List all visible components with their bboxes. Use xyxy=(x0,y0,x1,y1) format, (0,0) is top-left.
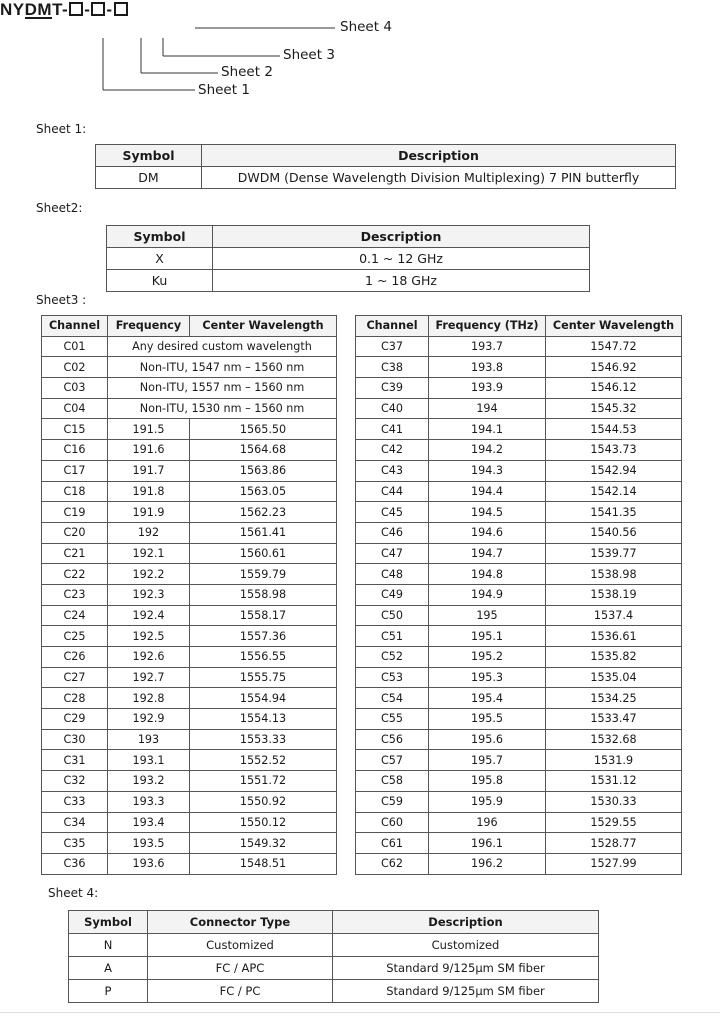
table-cell: N xyxy=(69,934,148,957)
table-row xyxy=(42,791,337,812)
table-cell: 192.3 xyxy=(108,584,190,605)
table-cell: C40 xyxy=(356,398,429,419)
table-row xyxy=(42,688,337,709)
table-cell: C20 xyxy=(42,522,108,543)
table-cell: X xyxy=(107,248,213,270)
table-cell: 195.9 xyxy=(429,791,546,812)
table-cell: 1556.55 xyxy=(190,647,337,668)
table-cell: Customized xyxy=(333,934,599,957)
table-cell: 193.6 xyxy=(108,853,190,874)
table-row xyxy=(42,502,337,523)
table-header-row xyxy=(42,316,337,337)
table-cell: 191.8 xyxy=(108,481,190,502)
part-number-separator: - xyxy=(106,0,113,19)
table-cell: C49 xyxy=(356,584,429,605)
table-cell: 192.7 xyxy=(108,667,190,688)
table-cell: 196.2 xyxy=(429,853,546,874)
column-header: Description xyxy=(202,145,676,167)
table-cell: C15 xyxy=(42,419,108,440)
table-cell: C35 xyxy=(42,833,108,854)
table-cell: P xyxy=(69,980,148,1003)
table-cell: C27 xyxy=(42,667,108,688)
table-cell: Non-ITU, 1530 nm – 1560 nm xyxy=(108,398,337,419)
table-cell: 1538.19 xyxy=(546,584,682,605)
table-cell: 194.7 xyxy=(429,543,546,564)
table-row xyxy=(356,688,682,709)
table-cell: 1555.75 xyxy=(190,667,337,688)
table-cell: C22 xyxy=(42,564,108,585)
column-header: Symbol xyxy=(107,226,213,248)
part-number-prefix-rest: T- xyxy=(52,0,69,19)
table-cell: C47 xyxy=(356,543,429,564)
table-cell: C59 xyxy=(356,791,429,812)
table-cell: C52 xyxy=(356,647,429,668)
callout-lines xyxy=(0,0,720,110)
table-cell: 1544.53 xyxy=(546,419,682,440)
table-header-row xyxy=(69,911,599,934)
column-header: Symbol xyxy=(96,145,202,167)
table-row xyxy=(356,502,682,523)
table-cell: DM xyxy=(96,167,202,189)
table-cell: 1558.17 xyxy=(190,605,337,626)
table-cell: Standard 9/125μm SM fiber xyxy=(333,957,599,980)
table-cell: C34 xyxy=(42,812,108,833)
table-cell: 195.1 xyxy=(429,626,546,647)
table-cell: 1527.99 xyxy=(546,853,682,874)
table-cell: C60 xyxy=(356,812,429,833)
table-cell: 193.4 xyxy=(108,812,190,833)
table-cell: 195.4 xyxy=(429,688,546,709)
sheet1-label: Sheet 1: xyxy=(36,122,87,136)
table-cell: C25 xyxy=(42,626,108,647)
table-cell: 1558.98 xyxy=(190,584,337,605)
table-row xyxy=(42,357,337,378)
table-header-row xyxy=(356,316,682,337)
table-cell: FC / APC xyxy=(148,957,333,980)
table-cell: C01 xyxy=(42,336,108,357)
table-row xyxy=(356,481,682,502)
table-cell: Standard 9/125μm SM fiber xyxy=(333,980,599,1003)
table-cell: 1560.61 xyxy=(190,543,337,564)
table-cell: A xyxy=(69,957,148,980)
table-cell: C38 xyxy=(356,357,429,378)
table-cell: 1536.61 xyxy=(546,626,682,647)
table-cell: 1551.72 xyxy=(190,771,337,792)
table-row xyxy=(42,460,337,481)
table-cell: 194.1 xyxy=(429,419,546,440)
sheet4-label: Sheet 4: xyxy=(48,886,99,900)
table-cell: 193.8 xyxy=(429,357,546,378)
table-row xyxy=(356,584,682,605)
table-cell: C62 xyxy=(356,853,429,874)
table-cell: 196 xyxy=(429,812,546,833)
table-row xyxy=(356,626,682,647)
table-cell: 193.1 xyxy=(108,750,190,771)
table-cell: 1528.77 xyxy=(546,833,682,854)
table-row xyxy=(356,440,682,461)
callout-sheet2: Sheet 2 xyxy=(221,64,273,80)
table-row xyxy=(42,626,337,647)
table-row xyxy=(42,543,337,564)
table-cell: 194.8 xyxy=(429,564,546,585)
callout-sheet3: Sheet 3 xyxy=(283,47,335,63)
table-cell: 191.9 xyxy=(108,502,190,523)
table-cell: 191.7 xyxy=(108,460,190,481)
column-header: Center Wavelength xyxy=(546,316,682,337)
page-bottom-divider xyxy=(0,1012,720,1013)
table-cell: Non-ITU, 1557 nm – 1560 nm xyxy=(108,378,337,399)
table-cell: 1553.33 xyxy=(190,729,337,750)
part-number-prefix-NY: NY xyxy=(0,0,25,19)
column-header: Channel xyxy=(356,316,429,337)
table-cell: C28 xyxy=(42,688,108,709)
table-cell: 1535.04 xyxy=(546,667,682,688)
table-cell: Ku xyxy=(107,270,213,292)
sheet2-table xyxy=(106,225,590,292)
table-cell: C16 xyxy=(42,440,108,461)
table-row xyxy=(42,481,337,502)
table-cell: 193.9 xyxy=(429,378,546,399)
table-cell: C56 xyxy=(356,729,429,750)
table-cell: 195 xyxy=(429,605,546,626)
table-cell: C17 xyxy=(42,460,108,481)
table-cell: C43 xyxy=(356,460,429,481)
table-cell: C23 xyxy=(42,584,108,605)
table-cell: C55 xyxy=(356,709,429,730)
table-cell: 1546.92 xyxy=(546,357,682,378)
callout-sheet4: Sheet 4 xyxy=(340,19,392,35)
table-cell: 1564.68 xyxy=(190,440,337,461)
table-cell: C44 xyxy=(356,481,429,502)
table-cell: 192.2 xyxy=(108,564,190,585)
table-cell: 1565.50 xyxy=(190,419,337,440)
table-cell: C26 xyxy=(42,647,108,668)
column-header: Frequency (THz) xyxy=(429,316,546,337)
table-cell: 192.5 xyxy=(108,626,190,647)
table-row xyxy=(356,667,682,688)
table-row xyxy=(356,750,682,771)
table-cell: 1545.32 xyxy=(546,398,682,419)
table-row xyxy=(42,667,337,688)
table-header-row xyxy=(107,226,590,248)
table-cell: 1535.82 xyxy=(546,647,682,668)
table-cell: 192.9 xyxy=(108,709,190,730)
table-row xyxy=(42,812,337,833)
table-cell: 192.8 xyxy=(108,688,190,709)
table-row xyxy=(356,460,682,481)
table-cell: C46 xyxy=(356,522,429,543)
table-cell: 193.5 xyxy=(108,833,190,854)
table-row xyxy=(356,791,682,812)
table-row xyxy=(69,957,599,980)
table-row xyxy=(356,398,682,419)
table-cell: 194 xyxy=(429,398,546,419)
sheet3-right-table xyxy=(355,315,682,875)
table-cell: C18 xyxy=(42,481,108,502)
table-row xyxy=(42,709,337,730)
table-row xyxy=(42,605,337,626)
table-cell: C57 xyxy=(356,750,429,771)
table-cell: 1552.52 xyxy=(190,750,337,771)
table-cell: Customized xyxy=(148,934,333,957)
table-cell: 1531.12 xyxy=(546,771,682,792)
table-row xyxy=(356,543,682,564)
table-cell: 1530.33 xyxy=(546,791,682,812)
table-cell: C24 xyxy=(42,605,108,626)
sheet3-label: Sheet3 : xyxy=(36,293,87,307)
table-cell: 192.6 xyxy=(108,647,190,668)
table-cell: 194.5 xyxy=(429,502,546,523)
table-row xyxy=(356,729,682,750)
column-header: Frequency xyxy=(108,316,190,337)
table-cell: 1539.77 xyxy=(546,543,682,564)
table-cell: C50 xyxy=(356,605,429,626)
table-cell: 1542.94 xyxy=(546,460,682,481)
table-cell: 194.4 xyxy=(429,481,546,502)
table-row xyxy=(356,812,682,833)
table-row xyxy=(356,336,682,357)
table-cell: FC / PC xyxy=(148,980,333,1003)
table-cell: C41 xyxy=(356,419,429,440)
table-cell: C54 xyxy=(356,688,429,709)
table-cell: 195.5 xyxy=(429,709,546,730)
table-row xyxy=(356,357,682,378)
table-row xyxy=(42,647,337,668)
table-cell: 192.4 xyxy=(108,605,190,626)
table-row xyxy=(356,853,682,874)
table-cell: C31 xyxy=(42,750,108,771)
table-cell: 1531.9 xyxy=(546,750,682,771)
table-cell: 1537.4 xyxy=(546,605,682,626)
table-cell: 195.2 xyxy=(429,647,546,668)
table-row xyxy=(42,440,337,461)
table-cell: 193 xyxy=(108,729,190,750)
table-row xyxy=(42,729,337,750)
table-row xyxy=(69,934,599,957)
table-cell: 195.8 xyxy=(429,771,546,792)
table-cell: 1 ~ 18 GHz xyxy=(213,270,590,292)
table-row xyxy=(42,771,337,792)
table-cell: C42 xyxy=(356,440,429,461)
table-cell: C29 xyxy=(42,709,108,730)
table-cell: 1563.05 xyxy=(190,481,337,502)
table-cell: 1550.12 xyxy=(190,812,337,833)
table-cell: Any desired custom wavelength xyxy=(108,336,337,357)
table-cell: 1548.51 xyxy=(190,853,337,874)
table-cell: 195.7 xyxy=(429,750,546,771)
table-row xyxy=(42,398,337,419)
column-header: Channel xyxy=(42,316,108,337)
table-cell: C61 xyxy=(356,833,429,854)
table-row xyxy=(356,709,682,730)
table-cell: C36 xyxy=(42,853,108,874)
table-row xyxy=(356,419,682,440)
table-row xyxy=(42,522,337,543)
table-cell: 1554.94 xyxy=(190,688,337,709)
table-cell: 1547.72 xyxy=(546,336,682,357)
sheet2-label: Sheet2: xyxy=(36,201,83,215)
table-cell: 1563.86 xyxy=(190,460,337,481)
table-cell: 1559.79 xyxy=(190,564,337,585)
table-cell: C39 xyxy=(356,378,429,399)
table-row xyxy=(69,980,599,1003)
table-row xyxy=(356,771,682,792)
table-cell: 192 xyxy=(108,522,190,543)
table-row xyxy=(42,419,337,440)
table-cell: 1554.13 xyxy=(190,709,337,730)
table-cell: 1549.32 xyxy=(190,833,337,854)
table-cell: C32 xyxy=(42,771,108,792)
table-cell: 1543.73 xyxy=(546,440,682,461)
table-cell: 1529.55 xyxy=(546,812,682,833)
column-header: Description xyxy=(333,911,599,934)
table-row xyxy=(42,584,337,605)
table-cell: 1561.41 xyxy=(190,522,337,543)
table-cell: 1538.98 xyxy=(546,564,682,585)
table-cell: 194.9 xyxy=(429,584,546,605)
table-cell: 1546.12 xyxy=(546,378,682,399)
table-cell: 191.6 xyxy=(108,440,190,461)
table-row xyxy=(42,564,337,585)
table-cell: C19 xyxy=(42,502,108,523)
table-cell: 1562.23 xyxy=(190,502,337,523)
part-number-separator: - xyxy=(84,0,91,19)
table-cell: C58 xyxy=(356,771,429,792)
table-cell: C37 xyxy=(356,336,429,357)
table-cell: 193.2 xyxy=(108,771,190,792)
table-row xyxy=(107,270,590,292)
table-cell: C45 xyxy=(356,502,429,523)
table-cell: 1541.35 xyxy=(546,502,682,523)
table-cell: 193.3 xyxy=(108,791,190,812)
table-cell: C21 xyxy=(42,543,108,564)
table-cell: C30 xyxy=(42,729,108,750)
table-row xyxy=(356,647,682,668)
table-cell: Non-ITU, 1547 nm – 1560 nm xyxy=(108,357,337,378)
table-cell: 1540.56 xyxy=(546,522,682,543)
table-row xyxy=(42,750,337,771)
table-header-row xyxy=(96,145,676,167)
column-header: Symbol xyxy=(69,911,148,934)
table-cell: 195.3 xyxy=(429,667,546,688)
table-cell: 191.5 xyxy=(108,419,190,440)
table-cell: 1534.25 xyxy=(546,688,682,709)
table-cell: 0.1 ~ 12 GHz xyxy=(213,248,590,270)
sheet1-table xyxy=(95,144,676,189)
table-row xyxy=(42,378,337,399)
column-header: Description xyxy=(213,226,590,248)
sheet4-table xyxy=(68,910,599,1003)
table-cell: C53 xyxy=(356,667,429,688)
table-cell: 1557.36 xyxy=(190,626,337,647)
part-number-sheet1-code: DM xyxy=(24,0,53,19)
table-row xyxy=(356,522,682,543)
column-header: Connector Type xyxy=(148,911,333,934)
table-row xyxy=(356,605,682,626)
table-cell: 195.6 xyxy=(429,729,546,750)
table-row xyxy=(107,248,590,270)
column-header: Center Wavelength xyxy=(190,316,337,337)
table-row xyxy=(356,833,682,854)
callout-sheet1: Sheet 1 xyxy=(198,82,250,98)
table-cell: C33 xyxy=(42,791,108,812)
table-row xyxy=(42,336,337,357)
table-row xyxy=(356,378,682,399)
table-cell: 1542.14 xyxy=(546,481,682,502)
table-row xyxy=(42,833,337,854)
table-cell: 1550.92 xyxy=(190,791,337,812)
table-cell: 194.6 xyxy=(429,522,546,543)
table-cell: 1532.68 xyxy=(546,729,682,750)
table-cell: DWDM (Dense Wavelength Division Multiplexing) 7 PIN butterfly xyxy=(202,167,676,189)
table-row xyxy=(356,564,682,585)
sheet3-left-table xyxy=(41,315,337,875)
table-cell: C04 xyxy=(42,398,108,419)
table-row xyxy=(96,167,676,189)
table-cell: C51 xyxy=(356,626,429,647)
table-cell: C48 xyxy=(356,564,429,585)
table-cell: C02 xyxy=(42,357,108,378)
table-cell: 194.3 xyxy=(429,460,546,481)
table-cell: 193.7 xyxy=(429,336,546,357)
table-cell: 192.1 xyxy=(108,543,190,564)
table-row xyxy=(42,853,337,874)
table-cell: C03 xyxy=(42,378,108,399)
table-cell: 196.1 xyxy=(429,833,546,854)
table-cell: 1533.47 xyxy=(546,709,682,730)
table-cell: 194.2 xyxy=(429,440,546,461)
